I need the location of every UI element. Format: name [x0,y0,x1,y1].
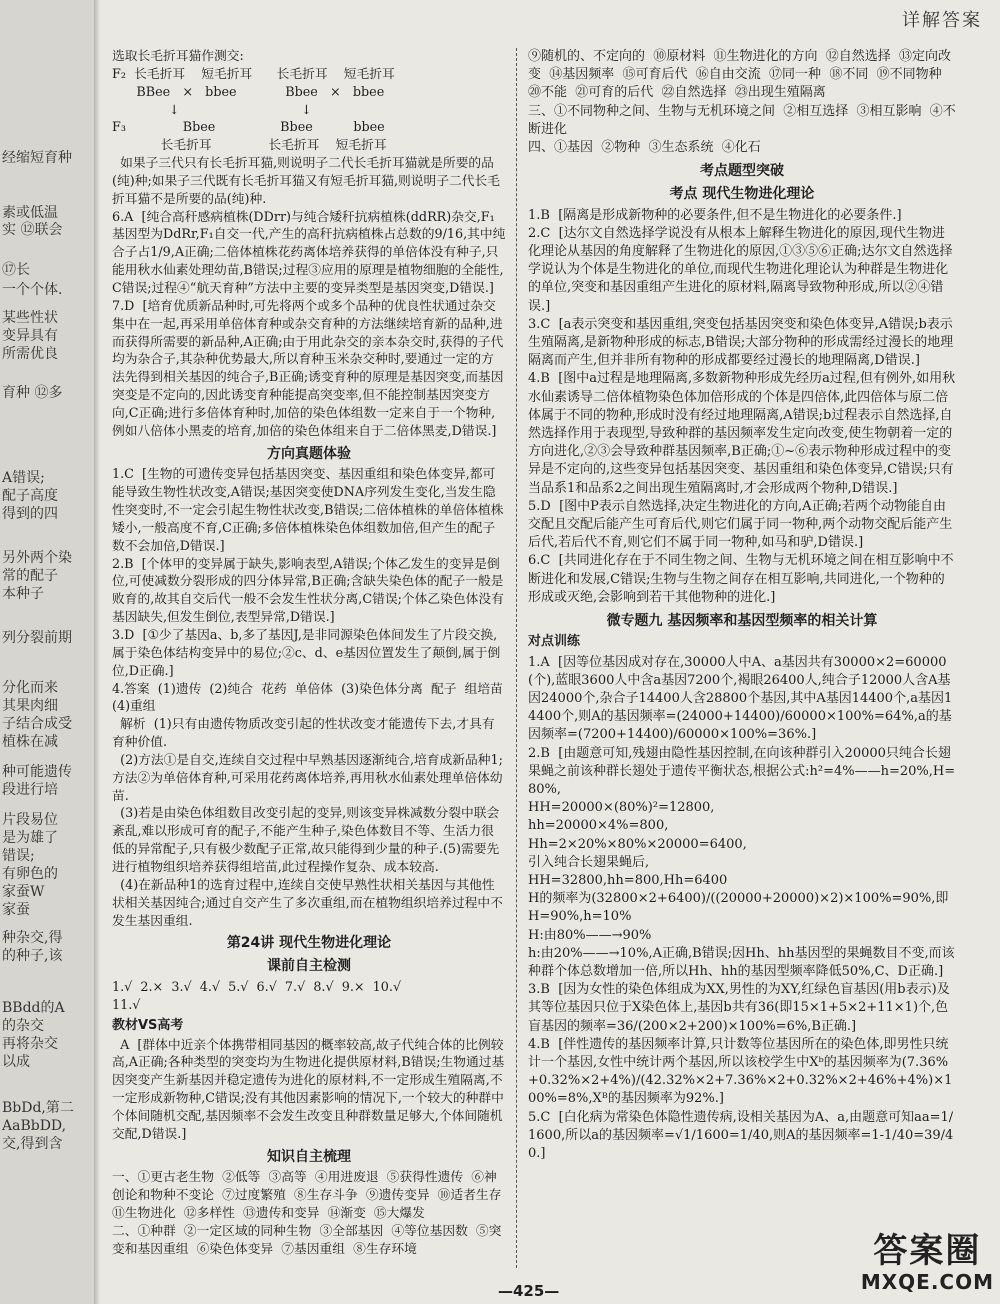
previous-page-fragment: 得到的四 [2,506,58,522]
previous-page-fragment: 段进行培 [2,782,58,798]
answer-paragraph: 7.D [培育优质新品种时,可先将两个或多个品种的优良性状通过杂交集中在一起,再采用单倍体育种或杂交育种的方法继续培育新的品种,进而获得所需要的新品种,A正确;由于用此杂交的亲本杂交时,获得的子代均为杂合子,其杂种优势最大,所以育种玉米杂交种时,要通过一定的方法先得到相关基因的纯合子,B正确;诱变育种的原理是基因突变,而基因突变是不定向的,因此诱变育种能提高突变率,但不能控制基因突变方向,C正确;进行多倍体育种时,加倍的染色体组数一定来自于一个物种,例如八倍体小黑麦的培育,加倍的染色体组来自于二倍体黑麦,D错误.] [112,298,504,439]
answer-paragraph: (2)方法①是自交,连续自交过程中早熟基因逐渐纯合,培育成新品种1;方法②为单倍体育种,可采用花药离体培养,再用秋水仙素处理单倍体幼苗. [112,752,503,804]
answer-paragraph: 四、①基因 ②物种 ③生态系统 ④化石 [528,140,761,156]
answer-paragraph: 2.B [个体甲的变异属于缺失,影响表型,A错误;个体乙发生的变异是倒位,可使减数分裂形成的四分体异常,B正确;含缺失染色体的配子一般是败育的,故其自交后代一般不会发生性状分离,C错误;个体乙染色体没有基因缺失,但发生倒位,表型异常,D错误.] [112,556,504,626]
answer-paragraph: H=90%,h=10% [528,909,632,925]
answer-paragraph: 1.A [因等位基因成对存在,30000人中A、a基因共有30000×2=60000(个),蓝眼3600人中含a基因7200个,褐眼26400人,纯合子12000人含A基因24000个,杂合子14400人含28800个基因,其中A基因14400个,a基因14400个,则A的基因频率=(24000+14400)/60000×100%=64%,a的基因频率=(7200+14400)/60000×100%=36%.] [528,654,953,743]
previous-page-fragment: 一个个体. [2,282,63,298]
previous-page-fragment: 错误; [2,848,35,864]
answer-paragraph: HH=20000×(80%)²=12800, [528,800,715,816]
answer-paragraph: HH=32800,hh=800,Hh=6400 [528,872,728,888]
answer-paragraph: 1.B [隔离是形成新物种的必要条件,但不是生物进化的必要条件.] [528,207,902,223]
previous-page-fragment: 以成 [2,1054,30,1070]
watermark-logo [861,1232,994,1294]
answer-paragraph: F₂ 长毛折耳 短毛折耳 长毛折耳 短毛折耳 [112,66,395,82]
previous-page-fragment: 分化而来 [2,680,58,696]
previous-page-fragment: 交,得到含 [2,1136,63,1152]
answer-paragraph: 4.答案 (1)遗传 (2)纯合 花药 单倍体 (3)染色体分离 配子 组培苗 (4)重组 [112,681,511,715]
answer-paragraph: A [群体中近亲个体携带相同基因的概率较高,故子代纯合体的比例较高,A正确;各种类型的突变均为生物进化提供原材料,B错误;生物通过基因突变产生新基因并稳定遗传为进化的原材料,不一定形成生殖隔离,不一定形成新物种,C错误;没有其他因素影响的情况下,一个较大的种群中个体间随机交配,基因频率不会发生改变且种群数量足够大,个体间随机交配,D错误.] [112,1037,505,1142]
previous-page-fragment: 列分裂前期 [2,630,72,646]
previous-page-fragment: 再将杂交 [2,1036,58,1052]
answer-paragraph: 5.D [图中P表示自然选择,决定生物进化的方向,A正确;若两个动物能自由交配且交配后能产生可育后代,则它们属于同一物种,两个动物交配后能产生后代,若后代不育,则它们不属于同一物种,如马和驴,D错误.] [528,498,953,551]
previous-page-fragment: 子结合成受 [2,716,72,732]
answer-paragraph: 解析 (1)只有由遗传物质改变引起的性状改变才能遗传下去,才具有育种价值. [112,717,495,751]
answer-paragraph: 2.B [由题意可知,残翅由隐性基因控制,在向该种群引入20000只纯合长翅果蝇之前该种群长翅处于遗传平衡状态,根据公式:h²=4%——h=20%,H=80%, [528,745,956,797]
section-heading: 微专题九 基因频率和基因型频率的相关计算 [606,613,878,630]
previous-page-fragment: 本种子 [2,586,44,602]
section-heading: 知识自主梳理 [267,1148,351,1165]
answer-paragraph: (4)在新品种1的选育过程中,连续自交使早熟性状相关基因与其他性状相关基因纯合;通过自交产生了多次重组,而在植物组织培养过程中不发生基因重组. [112,877,503,929]
previous-page-fragment: 育种 ⑫多 [2,385,63,401]
answer-paragraph: (3)若是由染色体组数目改变引起的变异,则该变异株减数分裂中联会紊乱,难以形成可育的配子,不能产生种子,染色体数目不等、生活力很低的异常配子,只有极少数配子正常,故只能得到少量的种子.(5)需要先进行植物组织培养获得组培苗,此过程操作复杂、成本较高. [112,806,500,875]
previous-page-fragment: A错误; [2,470,45,486]
answer-paragraph: 选取长毛折耳猫作测交: [112,49,244,64]
previous-page-fragment: 种可能遗传 [2,764,72,780]
previous-page-fragment: 素或低温 [2,205,58,221]
answer-paragraph: ↓ ↓ [112,102,312,118]
answer-paragraph: Hh=2×20%×80%×20000=6400, [528,836,747,852]
answer-paragraph: 3.C [a表示突变和基因重组,突变包括基因突变和染色体变异,A错误;b表示生殖隔离,是新物种形成的标志,B错误;大部分物种的形成需经过漫长的地理隔离而产生,但并非所有物种的形成都要经过漫长的地理隔离,D错误.] [528,316,954,369]
answer-paragraph: 6.A [纯合高秆感病植株(DDrr)与纯合矮秆抗病植株(ddRR)杂交,F₁基因型为DdRr,F₁自交一代,产生的高秆抗病植株占总数的9/16,其中纯合子占1/9,A正确;二倍体植株花药离体培养获得的单倍体没有种子,只能用秋水仙素处理幼苗,B错误;过程③应用的原理是植物细胞的全能性,C错误;过程④“航天育种”方法中主要的变异类型是基因突变,D错误.] [112,209,506,296]
book-binding [94,0,100,1304]
watermark-url: MXQE.COM [860,1270,994,1294]
watermark-text: 答案圈 [873,1231,982,1271]
previous-page-fragment: 的杂交 [2,1018,44,1034]
previous-page-fragment: 常的配子 [2,568,58,584]
previous-page-fragment: 经缩短育种 [2,150,72,166]
section-heading: 考点 现代生物进化理论 [669,186,815,203]
previous-page-fragment: 家蚕 [2,902,30,918]
previous-page-fragment: 是为雄了 [2,830,58,846]
previous-page-fragment: AaBbDD, [2,1118,67,1134]
answer-paragraph: 二、①种群 ②一定区域的同种生物 ③全部基因 ④等位基因数 ⑤突变和基因重组 ⑥染色体变异 ⑦基因重组 ⑧生存环境 [112,1224,502,1257]
answer-paragraph: 4.B [图中a过程是地理隔离,多数新物种形成先经历a过程,但有例外,如用秋水仙素诱导二倍体植物染色体加倍形成的个体是四倍体,此四倍体与原二倍体属于不同的物种,形成时没有经过地理隔离,A错误;b过程表示自然选择,自然选择作用于表现型,导致种群的基因频率发生定向改变,使生物朝着一定的方向进化,②③会导致种群基因频率,B正确;①~⑥表示物种形成过程中的变异是不定向的,这些变异包括基因突变、基因重组和染色体变异,C错误;只有当品系1和品系2之间出现生殖隔离时,才会形成两个物种,D错误.] [528,371,956,496]
answer-paragraph: 6.C [共同进化存在于不同生物之间、生物与无机环境之间在相互影响中不断进化和发展,C错误;生物与生物之间存在相互影响,共同进化,一个物种的形成或灭绝,会影响到若干其他物种的进化.] [528,553,954,605]
page-number: —425— [498,1282,560,1300]
left-column [112,48,511,1259]
answer-paragraph: 如果子三代只有长毛折耳猫,则说明子二代长毛折耳猫就是所要的品(纯)种;如果子三代既有长毛折耳猫又有短毛折耳猫,则说明子二代长毛折耳猫不是所要的品(纯)种. [112,156,501,207]
answer-paragraph: hh=20000×4%=800, [528,818,669,834]
answer-paragraph: 一、①更古老生物 ②低等 ③高等 ④用进废退 ⑤获得性遗传 ⑥神创论和物种不变论 ⑦过度繁殖 ⑧生存斗争 ⑨遗传变异 ⑩适者生存 ⑪生物进化 ⑫多样性 ⑬遗传和变异 ⑭渐变 ⑮大爆发 [112,1170,510,1222]
answer-paragraph: h:由20%——→10%,A正确,B错误;因Hh、hh基因型的果蝇数目不变,而该种群个体总数增加一倍,所以Hh、hh的基因型频率降低50%,C、D正确.] [528,945,955,979]
previous-page-fragment: 所需优良 [2,346,58,362]
previous-page-fragment: 某些性状 [2,310,58,326]
previous-page-fragment: 实 ⑫联会 [2,222,63,238]
previous-page-fragment: 的种子,该 [2,948,63,964]
answer-paragraph: 3.B [因为女性的染色体组成为XX,男性的为XY,红绿色盲基因(用b表示)及其等位基因只位于X染色体上,基因b共有36(即15×1+5×2+11×1)个,色盲基因的频率=36/(200×2+200)×100%=6%,B正确.] [528,982,950,1034]
answer-paragraph: ⑨随机的、不定向的 ⑩原材料 ⑪生物进化的方向 ⑫自然选择 ⑬定向改变 ⑭基因频率 ⑮可育后代 ⑯自由交流 ⑰同一种 ⑱不同 ⑲不同物种 ⑳不能 ㉑可育的后代 ㉒自然选择 ㉓出现生殖隔离 [528,49,952,101]
answer-paragraph: 1.√ 2.× 3.√ 4.√ 5.√ 6.√ 7.√ 8.√ 9.× 10.√ [112,980,402,996]
answer-paragraph: 11.√ [112,997,141,1013]
section-heading: 方向真题体验 [267,445,351,462]
section-heading: 对点训练 [528,634,581,650]
previous-page-fragment: ⑰长 [2,262,30,278]
section-heading: 考点题型突破 [700,163,784,180]
previous-page-fragment: BbDd,第二 [2,1100,74,1116]
previous-page-fragment: 变异具有 [2,328,58,344]
answer-paragraph: 5.C [白化病为常染色体隐性遗传病,设相关基因为A、a,由题意可知aa=1/1600,所以a的基因频率=√1/1600=1/40,则A的基因频率=1-1/40=39/40.] [528,1109,954,1161]
previous-page-fragment: 种杂交,得 [2,930,63,946]
answer-paragraph: H的频率为(32800×2+6400)/((20000+20000)×2)×100%=90%,即 [528,891,949,907]
answer-paragraph: 长毛折耳 长毛折耳 短毛折耳 [112,138,387,154]
right-column [528,48,956,1163]
previous-page-fragment: 另外两个染 [2,550,72,566]
previous-page-fragment: 配子高度 [2,488,58,504]
previous-page-fragment: 家蚕W [2,884,45,900]
previous-page-fragment: 植株在减 [2,734,58,750]
section-heading: 教材VS高考 [112,1017,184,1033]
previous-page-fragment: BBdd的A [2,1000,65,1016]
answer-paragraph: 三、①不同物种之间、生物与无机环境之间 ②相互选择 ③相互影响 ④不断进化 [528,103,956,137]
answer-paragraph: 3.D [①少了基因a、b,多了基因J,是非同源染色体间发生了片段交换,属于染色体结构变异中的易位;②c、d、e基因位置发生了颠倒,属于倒位,D正确.] [112,628,501,679]
previous-page-fragment: 有卵色的 [2,866,58,882]
answer-paragraph: 2.C [达尔文自然选择学说没有从根本上解释生物进化的原因,现代生物进化理论从基因的角度解释了生物进化的原因,①③⑤⑥正确;达尔文自然选择学说认为个体是生物进化的单位,而现代生物进化理论认为种群是生物进化的单位,突变和基因重组产生进化的原材料,隔离导致物种形成,所以②④错误.] [528,225,953,314]
answer-paragraph: 1.C [生物的可遗传变异包括基因突变、基因重组和染色体变异,都可能导致生物性状改变,A错误;基因突变使DNA序列发生变化,当发生隐性突变时,不一定会引起生物性状改变,B错误;二倍体植株的单倍体植株矮小,一般高度不育,C正确;多倍体植株染色体组数加倍,但产生的配子数不会加倍,D错误.] [112,467,504,554]
section-heading: 第24讲 现代生物进化理论 [226,935,392,952]
section-heading: 课前自主检测 [267,958,351,975]
answer-paragraph: BBee × bbee Bbee × bbee [112,84,385,100]
previous-page-fragment: 片段易位 [2,812,58,828]
column-divider [516,48,517,1268]
answer-paragraph: 4.B [伴性遗传的基因频率计算,只计数等位基因所在的染色体,即男性只统计一个基因,女性中统计两个基因,所以该校学生中Xᵇ的基因频率为(7.36%+0.32%×2+4%)/(42.32%×2+7.36%×2+0.32%×2+46%+4%)×100%=8%,Xᴮ的基因频率为92%.] [528,1036,953,1107]
answer-paragraph: H:由80%——→90% [528,927,652,943]
answer-paragraph: 引入纯合长翅果蝇后, [528,854,650,870]
page-header-title: 详解答案 [902,10,982,31]
answer-paragraph: F₃ Bbee Bbee bbee [112,120,385,136]
previous-page-strip [0,0,96,1304]
previous-page-fragment: 其果肉细 [2,698,58,714]
